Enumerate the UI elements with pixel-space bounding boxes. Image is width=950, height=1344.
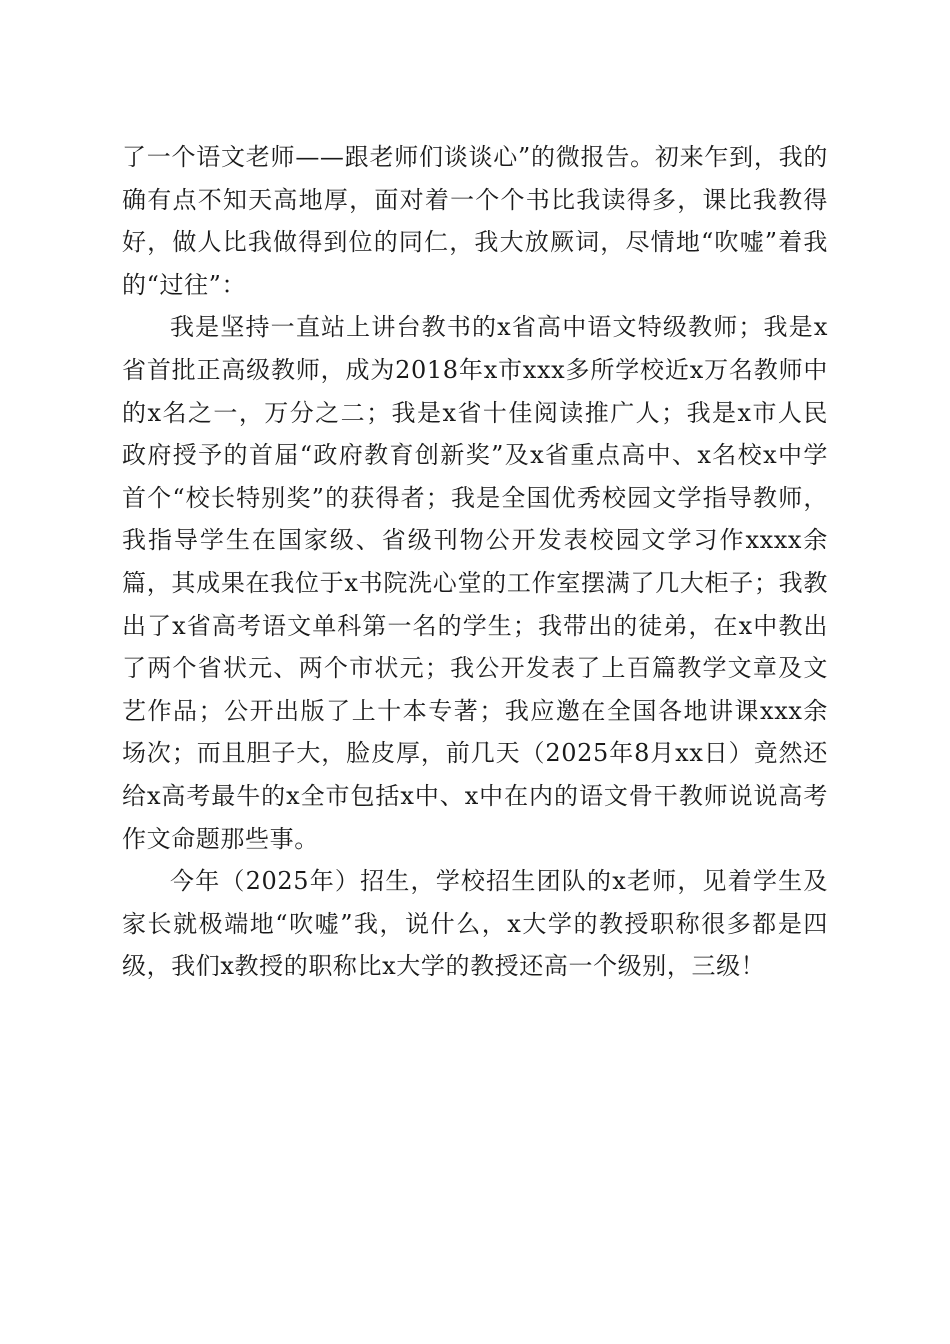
paragraph-continuation: 了一个语文老师——跟老师们谈谈心”的微报告。初来乍到，我的确有点不知天高地厚，面对着一个个书比我读得多，课比我教得好，做人比我做得到位的同仁，我大放厥词，尽情地“吹嘘”着我的“过往”：: [122, 143, 828, 299]
body-text: [122, 136, 828, 988]
paragraph-achievements: 我是坚持一直站上讲台教书的x省高中语文特级教师；我是x省首批正高级教师，成为2018年x市xxx多所学校近x万名教师中的x名之一，万分之二；我是x省十佳阅读推广人；我是x市人民政府授予的首届“政府教育创新奖”及x省重点高中、x名校x中学首个“校长特别奖”的获得者；我是全国优秀校园文学指导教师，我指导学生在国家级、省级刊物公开发表校园文学习作xxxx余篇，其成果在我位于x书院洗心堂的工作室摆满了几大柜子；我教出了x省高考语文单科第一名的学生；我带出的徒弟，在x中教出了两个省状元、两个市状元；我公开发表了上百篇教学文章及文艺作品；公开出版了上十本专著；我应邀在全国各地讲课xxx余场次；而且胆子大，脸皮厚，前几天（2025年8月xx日）竟然还给x高考最牛的x全市包括x中、x中在内的语文骨干教师说说高考作文命题那些事。: [122, 313, 828, 853]
paragraph-enrollment: 今年（2025年）招生，学校招生团队的x老师，见着学生及家长就极端地“吹嘘”我，说什么，x大学的教授职称很多都是四级，我们x教授的职称比x大学的教授还高一个级别，三级！: [122, 867, 828, 981]
